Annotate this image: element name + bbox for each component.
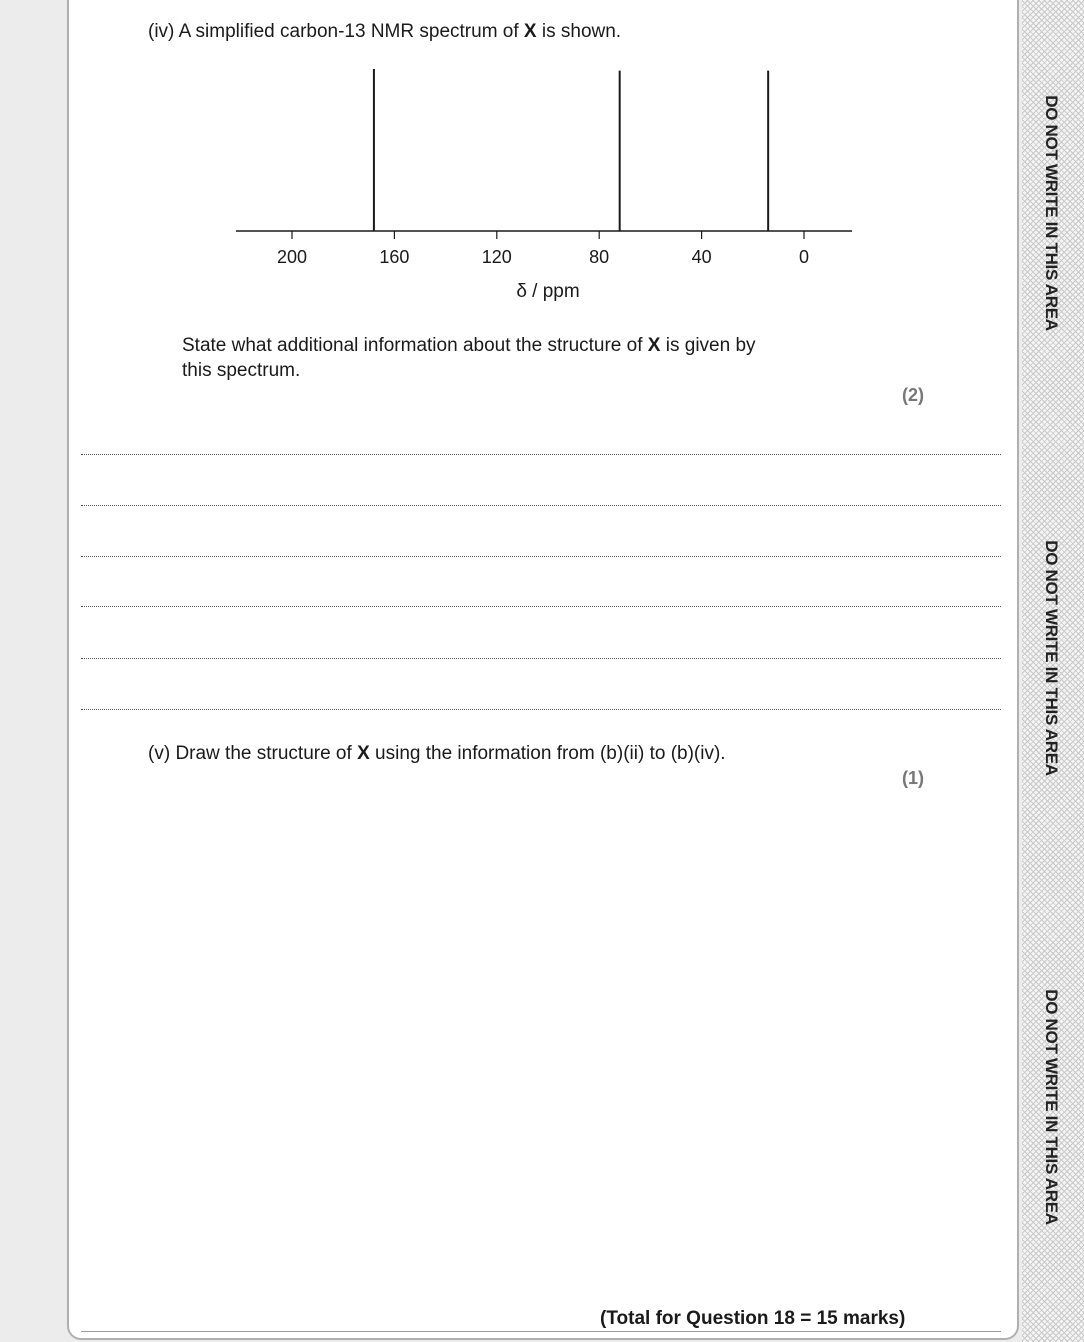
answer-line[interactable] (81, 709, 1001, 710)
answer-line[interactable] (81, 454, 1001, 455)
prompt-iv-text-before: State what additional information about the structure of (182, 335, 648, 356)
question-iv-text-after: is shown. (536, 21, 622, 42)
nmr-x-axis-label: δ / ppm (516, 281, 580, 302)
nmr-tick-label: 80 (589, 247, 610, 267)
margin-warning-text: DO NOT WRITE IN THIS AREA (1042, 95, 1061, 331)
nmr-tick-label: 40 (691, 247, 712, 267)
answer-line[interactable] (81, 556, 1001, 557)
marks-iv: (2) (902, 385, 924, 405)
nmr-tick-label: 160 (379, 247, 410, 267)
nmr-tick-label: 0 (798, 247, 810, 267)
question-total: (Total for Question 18 = 15 marks) (600, 1308, 906, 1329)
marks-v: (1) (902, 768, 924, 788)
margin-warning-text: DO NOT WRITE IN THIS AREA (1042, 540, 1061, 776)
question-iv-text-before: A simplified carbon-13 NMR spectrum of (178, 21, 524, 42)
nmr-tick-label: 200 (276, 247, 308, 267)
question-v-text-after: using the information from (b)(ii) to (b)(iv). (369, 743, 726, 764)
prompt-iv-line2: this spectrum. (182, 360, 301, 381)
prompt-iv-text-after: is given by (660, 335, 756, 356)
answer-line[interactable] (81, 505, 1001, 506)
compound-x: X (523, 21, 537, 42)
nmr-peaks (374, 69, 768, 231)
question-v-text-before: Draw the structure of (175, 743, 358, 764)
question-v-heading (148, 741, 726, 766)
answer-line[interactable] (81, 658, 1001, 659)
question-iv-label: (iv) (148, 21, 175, 42)
nmr-tick-label: 120 (481, 247, 512, 267)
prompt-iv-line1 (182, 333, 756, 358)
margin-warning-text: DO NOT WRITE IN THIS AREA (1042, 989, 1061, 1225)
compound-x: X (647, 335, 661, 356)
answer-line[interactable] (81, 606, 1001, 607)
nmr-spectrum-chart (0, 0, 1084, 320)
question-v-label: (v) (148, 743, 171, 764)
nmr-ticks (277, 231, 809, 267)
compound-x: X (357, 743, 370, 764)
structure-drawing-area[interactable] (81, 800, 1001, 1290)
bottom-rule (81, 1331, 1001, 1332)
